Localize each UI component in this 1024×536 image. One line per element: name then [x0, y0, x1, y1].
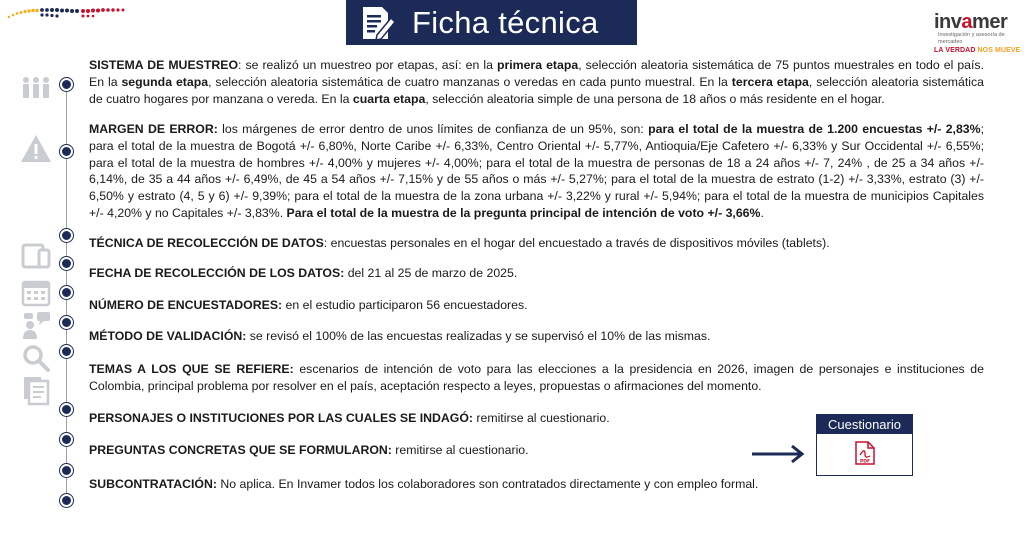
logo-brand-main: inv — [934, 11, 962, 33]
section-text: los márgenes de error dentro de unos límites de confianza de un 95%, son: — [217, 122, 649, 136]
section-temas — [89, 361, 984, 395]
section-label: MARGEN DE ERROR: — [89, 122, 218, 136]
section-emphasis: primera etapa — [496, 58, 579, 72]
section-text: remitirse al cuestionario. — [472, 411, 610, 425]
section-encuestadores — [89, 297, 984, 314]
document-edit-icon — [358, 4, 396, 42]
section-label: SUBCONTRATACIÓN: — [89, 477, 217, 491]
section-fecha — [89, 265, 984, 282]
section-emphasis: para el total de la muestra de 1.200 encuestas +/- 2,83% — [648, 122, 981, 136]
cuestionario-label: Cuestionario — [817, 415, 912, 434]
section-text: . — [760, 205, 764, 220]
section-emphasis: cuarta etapa — [352, 91, 426, 106]
section-label: PREGUNTAS CONCRETAS QUE SE FORMULARON: — [89, 443, 392, 457]
page-header — [346, 0, 637, 45]
timeline-node — [60, 229, 73, 242]
timeline-node — [60, 145, 73, 158]
timeline-node — [60, 345, 73, 358]
logo-brand-accent: a — [961, 11, 973, 33]
interviewer-chat-icon — [20, 309, 52, 341]
logo-tagline — [934, 47, 1024, 54]
people-group-icon — [20, 72, 52, 104]
timeline-node — [60, 403, 73, 416]
section-text: No aplica. En Invamer todos los colaboradores son contratados directamente y con empleo formal. — [216, 477, 759, 491]
section-label: PERSONAJES O INSTITUCIONES POR LAS CUALES SE INDAGÓ: — [89, 411, 473, 425]
section-text: remitirse al cuestionario. — [391, 443, 529, 457]
pdf-icon[interactable] — [854, 441, 876, 465]
documents-stack-icon — [20, 374, 52, 406]
section-text: en el estudio participaron 56 encuestadores. — [282, 298, 528, 312]
invamer-logo — [934, 12, 1024, 54]
section-emphasis: tercera etapa — [731, 74, 809, 89]
timeline-node — [60, 464, 73, 477]
section-label: NÚMERO DE ENCUESTADORES: — [89, 298, 283, 312]
section-text: , selección aleatoria simple de una persona de 18 años o más residente en el hogar. — [425, 91, 885, 106]
section-text: , selección aleatoria sistemática de 75 puntos muestrales en todo el país. En la — [89, 58, 984, 89]
section-text: del 21 al 25 de marzo de 2025. — [344, 266, 518, 280]
section-margen-error — [89, 121, 984, 222]
warning-icon — [20, 133, 52, 165]
timeline-node — [60, 316, 73, 329]
section-text: se revisó el 100% de las encuestas realizadas y se supervisó el 10% de las mismas. — [246, 329, 711, 343]
section-label: FECHA DE RECOLECCIÓN DE LOS DATOS: — [89, 266, 345, 280]
section-label: MÉTODO DE VALIDACIÓN: — [89, 329, 247, 343]
logo-tagline-2: NOS MUEVE — [977, 47, 1021, 54]
pdf-text: PDF — [859, 459, 871, 465]
section-text: , selección aleatoria sistemática de cuatro hogares por manzana o vereda. En la — [89, 74, 985, 106]
section-text: , selección aleatoria sistemática de cuatro manzanas o veredas en cada punto muestral. En la — [208, 74, 732, 89]
logo-brand-rest: mer — [972, 11, 1008, 33]
timeline-node — [60, 78, 73, 91]
calendar-icon — [20, 276, 52, 308]
timeline-node — [60, 494, 73, 507]
section-validacion — [89, 328, 984, 345]
section-text: ; para el total de la muestra de Bogotá +/- 6,80%, Norte Caribe +/- 6,33%, Centro Oriental +/- 5,77%, Antioquia/Eje Cafetero +/- 6,33% y Sur Occidental +/- 6,55%; para el total de la muestra de hombres +/- 4,00% y mujeres +/- 4,00%; para el total de la muestra de personas de 18 a 24 años +/- 7, 24% , de 25 a 34 años +/- 6,14%, de 35 a 44 años +/- 6,49%, de 45 a 54 años +/- 7,15% y de 55 años o más +/- 5,27%; para el total de la muestra de estrato (1-2) +/- 3,33%, estrato (3) +/- 6,50% y estrato (4, 5 y 6) +/- 9,39%; para el total de la muestra de la zona urbana +/- 3,22% y rural +/- 5,94%; para el total de la muestra de municipios Capitales +/- 4,20% y no Capitales +/- 3,83%. — [89, 122, 984, 220]
arrow-right-icon — [750, 444, 806, 464]
logo-wordmark — [934, 12, 1024, 32]
timeline-node — [60, 433, 73, 446]
section-label: SISTEMA DE MUESTREO — [89, 58, 239, 72]
section-label: TEMAS A LOS QUE SE REFIERE: — [89, 362, 294, 376]
section-muestreo — [89, 57, 984, 107]
section-subcontratacion — [89, 476, 984, 493]
search-icon — [20, 342, 52, 374]
section-emphasis: Para el total de la muestra de la pregunta principal de intención de voto +/- 3,66% — [286, 205, 761, 220]
devices-icon — [20, 240, 52, 272]
decorative-dot-ribbon — [6, 4, 128, 22]
section-emphasis: segunda etapa — [121, 74, 209, 89]
section-text: : se realizó un muestreo por etapas, así: en la — [238, 58, 497, 72]
timeline-node — [60, 257, 73, 270]
section-text: : encuestas personales en el hogar del encuestado a través de dispositivos móviles (tablets). — [323, 236, 830, 250]
page-title: Ficha técnica — [412, 4, 599, 40]
timeline-node — [60, 286, 73, 299]
logo-subtitle: Investigación y asesoría de mercadeo — [938, 32, 1005, 45]
cuestionario-link[interactable] — [816, 414, 913, 476]
section-text: escenarios de intención de voto para las elecciones a la presidencia en 2026, imagen de personajes e instituciones de Colombia, principal problema por resolver en el país, aceptación respecto a leyes, propuestas o afirmaciones del momento. — [89, 362, 984, 393]
section-tecnica — [89, 235, 984, 252]
logo-tagline-1: LA VERDAD — [934, 47, 976, 54]
section-label: TÉCNICA DE RECOLECCIÓN DE DATOS — [89, 236, 324, 250]
